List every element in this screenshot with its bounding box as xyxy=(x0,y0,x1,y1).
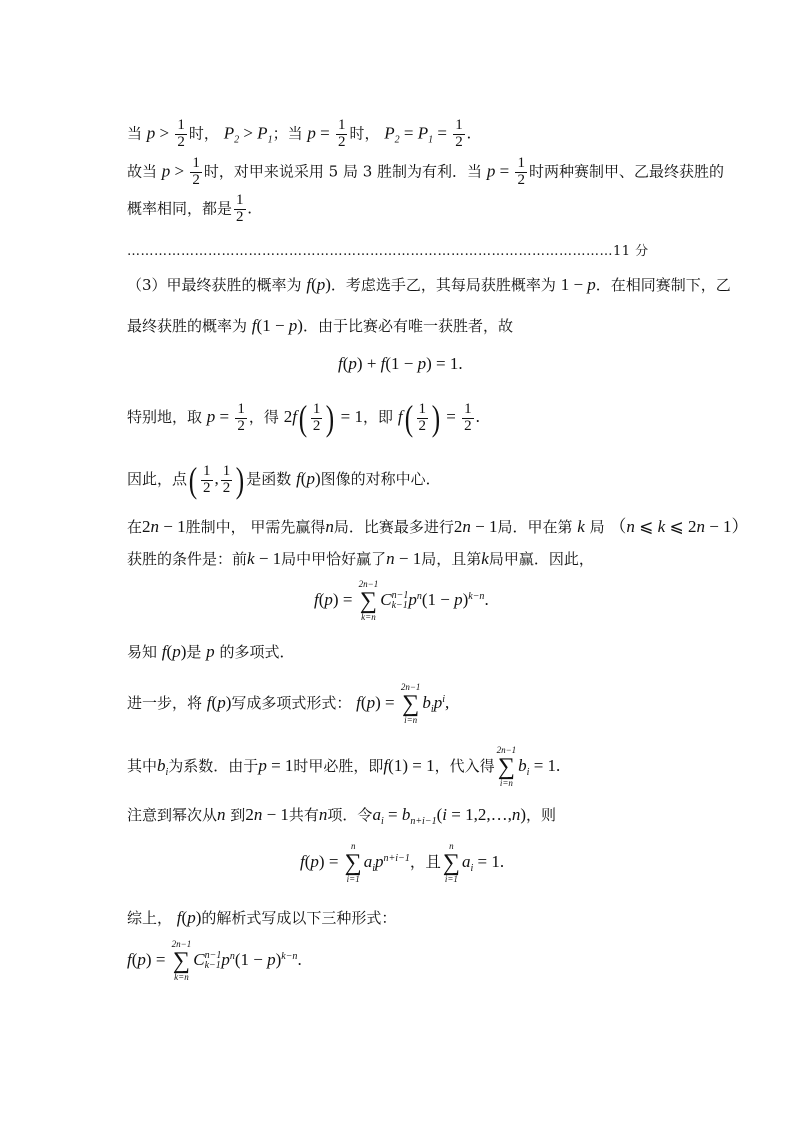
sum-sign: n ∑ i=1 xyxy=(442,841,460,884)
text: ，且 xyxy=(409,853,441,871)
text: 当 xyxy=(127,124,143,143)
text: 时甲必胜，即 xyxy=(293,757,384,775)
text: 局．甲在第 xyxy=(497,518,573,536)
text: 因此，点 xyxy=(127,470,188,488)
fraction: $\frac{1}{2}$ xyxy=(455,117,463,150)
fraction: $\frac{1}{2}$ xyxy=(203,462,211,496)
sum-sign: 2n−1 ∑ k=n xyxy=(171,939,192,982)
text-line-4: （3）甲最终获胜的概率为 f(p)．考虑选手乙，其每局获胜概率为 1 − p．在相同赛制下，乙 xyxy=(127,275,731,294)
text-line-13: 注意到幂次从n 到2n − 1共有n项．令$a_i = b_{n+i-1}(i$ = 1,2,…,n)，则 xyxy=(127,805,557,827)
text-line-10: 易知 f(p)是 p 的多项式． xyxy=(127,642,295,661)
fraction: $\frac{1}{2}$ xyxy=(418,400,427,434)
text: 特别地，取 xyxy=(127,408,203,426)
text: 的解析式写成以下三种形式： xyxy=(201,909,397,927)
text: ，得 xyxy=(248,408,279,426)
text: 的多项式． xyxy=(219,643,295,661)
text: 时两种赛制甲、乙最终获胜的 xyxy=(528,162,724,181)
text: ，即 xyxy=(363,408,394,426)
text: 概率相同，都是 xyxy=(127,199,233,218)
fraction: $\frac{1}{2}$ xyxy=(236,192,244,225)
sum-sign: 2n−1 ∑ i=n xyxy=(496,745,517,788)
equation-sum-final: f(p) = 2n−1 ∑ k=n C n−1 k−1 $p^n(1 - p)^{k-n}$. xyxy=(127,939,302,982)
fraction: $\frac{1}{2}$ xyxy=(177,117,185,150)
text: 最终获胜的概率为 xyxy=(127,317,248,335)
text: 其中 xyxy=(127,757,158,775)
text-line-5: 最终获胜的概率为 f(1 − p)．由于比赛必有唯一获胜者，故 xyxy=(127,316,513,335)
text: 进一步，将 xyxy=(127,694,203,712)
equation-sum-1: f(p) = 2n−1 ∑ k=n C n−1 k−1 $p^n(1 - p)^{k-n}$. xyxy=(314,579,489,622)
text-line-6: 特别地，取 p = $\frac{1}{2}$ ，得 2f( $\frac{1}{2}$ ) = 1，即 f( $\frac{1}{2}$ ) = $\frac{1}{2}$ . xyxy=(127,398,480,438)
text: ；当 xyxy=(272,124,303,143)
fraction: $\frac{1}{2}$ xyxy=(464,400,472,434)
text: 获胜的条件是：前 xyxy=(127,550,248,568)
text-line-12: 其中$b_i$为系数．由于p = 1时甲必胜，即f(1) = 1，代入得 2n−1 ∑ i=n $b_i = 1$. xyxy=(127,745,561,788)
text: 局甲赢．因此， xyxy=(488,550,594,568)
text-line-9: 获胜的条件是：前k − 1局中甲恰好赢了n − 1局，且第k局甲赢．因此， xyxy=(127,549,594,568)
text: 胜制中， 甲需先赢得 xyxy=(185,518,326,536)
text-line-11: 进一步，将 f(p)写成多项式形式： f(p) = 2n−1 ∑ i=n $b_ip^i$, xyxy=(127,682,450,725)
text: （3）甲最终获胜的概率为 xyxy=(127,276,302,294)
sum-sign: 2n−1 ∑ k=n xyxy=(358,579,379,622)
text: 局，且第 xyxy=(421,550,482,568)
text: 时， xyxy=(349,124,380,143)
text: 时， xyxy=(188,124,219,143)
text: ．在相同赛制下，乙 xyxy=(595,276,731,294)
text: 项．令 xyxy=(327,806,373,824)
equation-sum-2: f(p) = n ∑ i=1 $a_ip^{n+i-1}$，且 n ∑ i=1 $a_i = 1$. xyxy=(300,841,505,884)
fraction: $\frac{1}{2}$ xyxy=(517,155,525,188)
text: 局中甲恰好赢了 xyxy=(281,550,387,568)
text-line-3: 概率相同，都是 $\frac{1}{2}$ . xyxy=(127,192,252,225)
fraction: $\frac{1}{2}$ xyxy=(192,155,200,188)
fraction: $\frac{1}{2}$ xyxy=(312,400,321,434)
fraction: $\frac{1}{2}$ xyxy=(222,462,231,496)
text: 综上， xyxy=(127,909,173,927)
score-marker: ………………………………………………………………………………………………11 分 xyxy=(127,244,649,259)
text: 注意到幂次从 xyxy=(127,806,218,824)
text: 局．比赛最多进行 xyxy=(333,518,454,536)
text: 是函数 xyxy=(246,470,292,488)
text: ，代入得 xyxy=(434,757,495,775)
text: 写成多项式形式： xyxy=(231,694,352,712)
text: 故当 xyxy=(127,162,158,181)
text: ．考虑选手乙，其每局获胜概率为 xyxy=(330,276,556,294)
sum-sign: n ∑ i=1 xyxy=(344,841,362,884)
equation-symmetry: f(p) + f(1 − p) = 1. xyxy=(338,354,463,373)
text: 为系数．由于 xyxy=(168,757,259,775)
text-line-7: 因此，点( $\frac{1}{2}$ , $\frac{1}{2}$ ) 是函数 f(p)图像的对称中心． xyxy=(127,460,441,500)
text: ，则 xyxy=(526,806,557,824)
text-line-2: 故当 p > $\frac{1}{2}$ 时，对甲来说采用 5 局 3 胜制为有利．当 p = $\frac{1}{2}$ 时两种赛制甲、乙最终获胜的 xyxy=(127,155,724,188)
text: 到 xyxy=(230,806,246,824)
text: ．由于比赛必有唯一获胜者，故 xyxy=(302,317,513,335)
sum-sign: 2n−1 ∑ i=n xyxy=(400,682,421,725)
text: 图像的对称中心． xyxy=(320,470,441,488)
text: 共有 xyxy=(288,806,319,824)
fraction: $\frac{1}{2}$ xyxy=(337,117,346,150)
text: 时，对甲来说采用 5 局 3 胜制为有利．当 xyxy=(203,162,483,181)
text-line-1: 当 p > $\frac{1}{2}$ 时， $P_2 > P_1$；当 p = $\frac{1}{2}$ 时， $P_2 = P_1$ = $\frac{1}{2}$ . xyxy=(127,117,471,150)
text: 局 xyxy=(589,518,605,536)
text: 在 xyxy=(127,518,143,536)
fraction: $\frac{1}{2}$ xyxy=(237,400,245,434)
text: 是 xyxy=(186,643,202,661)
text: 易知 xyxy=(127,643,158,661)
text-line-8: 在2n − 1胜制中， 甲需先赢得n局．比赛最多进行2n − 1局．甲在第 k 局 （n ⩽ k ⩽ 2n − 1） xyxy=(127,517,749,536)
text-line-15: 综上， f(p)的解析式写成以下三种形式： xyxy=(127,908,397,927)
